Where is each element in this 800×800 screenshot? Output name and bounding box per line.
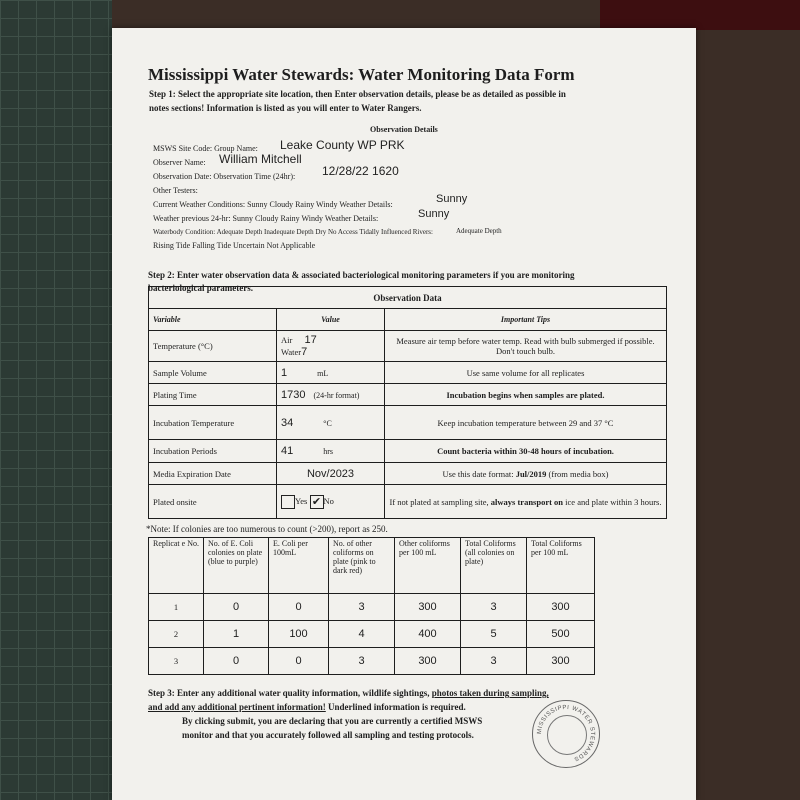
ecoli-colonies-cell[interactable]: 0: [204, 594, 269, 621]
temperature-tip: Measure air temp before water temp. Read with bulb submerged if possible. Don't touch bulb.: [385, 331, 667, 362]
incubation-temperature-label: Incubation Temperature: [149, 406, 277, 440]
header-total-coliforms-per-100ml: Total Coliforms per 100 mL: [527, 538, 595, 594]
air-label: Air: [281, 335, 293, 345]
previous-weather-label: Weather previous 24-hr: Sunny Cloudy Rainy Windy Weather Details:: [153, 214, 379, 223]
sample-volume-label: Sample Volume: [149, 362, 277, 384]
plated-onsite-tip: If not plated at sampling site, always transport on ice and plate within 3 hours.: [385, 485, 667, 519]
other-per-100ml-cell[interactable]: 300: [395, 594, 461, 621]
observation-date-label: Observation Date: Observation Time (24hr):: [153, 172, 296, 181]
replicate-number: 2: [149, 621, 204, 648]
media-expiration-row: [149, 463, 667, 485]
ecoli-per-100ml-cell[interactable]: 0: [269, 594, 329, 621]
total-per-100ml-cell[interactable]: 500: [527, 621, 595, 648]
no-checkbox-checked[interactable]: ✔: [310, 495, 324, 509]
step1-instructions-line1: Step 1: Select the appropriate site location, then Enter observation details, please be as detailed as possible in: [149, 89, 566, 99]
header-other-coliforms-per-100ml: Other coliforms per 100 mL: [395, 538, 461, 594]
incubation-temperature-row: [149, 406, 667, 440]
incubation-temperature-cell[interactable]: [277, 406, 385, 440]
ecoli-colonies-cell[interactable]: 1: [204, 621, 269, 648]
table-row: [149, 621, 595, 648]
plated-onsite-options: [277, 485, 385, 519]
table-row: [149, 594, 595, 621]
header-total-coliforms-colonies: Total Coliforms (all colonies on plate): [461, 538, 527, 594]
background-surface: [600, 0, 800, 30]
incubation-temperature-unit: °C: [323, 418, 332, 428]
other-coliforms-cell[interactable]: 3: [329, 594, 395, 621]
colony-count-table: [148, 537, 595, 675]
msws-seal-logo: [532, 700, 600, 768]
tide-options-label: Rising Tide Falling Tide Uncertain Not Applicable: [153, 241, 316, 250]
media-expiration-label: Media Expiration Date: [149, 463, 277, 485]
temperature-label: Temperature (°C): [149, 331, 277, 362]
column-variable: Variable: [149, 309, 277, 331]
incubation-periods-value: 41: [281, 445, 294, 457]
total-coliforms-cell[interactable]: 3: [461, 648, 527, 675]
incubation-temperature-tip: Keep incubation temperature between 29 and 37 °C: [385, 406, 667, 440]
ecoli-colonies-cell[interactable]: 0: [204, 648, 269, 675]
data-form-sheet: [112, 28, 696, 800]
observation-data-title: Observation Data: [149, 287, 667, 309]
step1-instructions-line2: notes sections! Information is listed as you will enter to Water Rangers.: [149, 103, 422, 113]
current-weather-value: Sunny: [436, 193, 468, 205]
submit-declaration-line1: By clicking submit, you are declaring that you are currently a certified MSWS: [182, 716, 483, 726]
plating-time-value: 1730: [281, 388, 306, 401]
replicate-number: 1: [149, 594, 204, 621]
media-expiration-value: Nov/2023: [306, 467, 355, 480]
observer-name-value: William Mitchell: [219, 152, 302, 166]
media-expiration-cell[interactable]: [277, 463, 385, 485]
other-per-100ml-cell[interactable]: 400: [395, 621, 461, 648]
sample-volume-tip: Use same volume for all replicates: [385, 362, 667, 384]
other-per-100ml-cell[interactable]: 300: [395, 648, 461, 675]
total-coliforms-cell[interactable]: 3: [461, 594, 527, 621]
sample-volume-row: [149, 362, 667, 384]
current-weather-label: Current Weather Conditions: Sunny Cloudy Rainy Windy Weather Details:: [153, 200, 393, 209]
observation-details-heading: Observation Details: [370, 125, 438, 134]
column-important-tips: Important Tips: [385, 309, 667, 331]
no-label: No: [323, 495, 334, 506]
other-coliforms-cell[interactable]: 4: [329, 621, 395, 648]
sample-volume-value: 1: [281, 366, 288, 379]
plating-time-label: Plating Time: [149, 384, 277, 406]
column-value: Value: [277, 309, 385, 331]
incubation-periods-label: Incubation Periods: [149, 440, 277, 463]
total-per-100ml-cell[interactable]: 300: [527, 648, 595, 675]
site-code-label: MSWS Site Code: Group Name:: [153, 144, 258, 153]
sample-volume-cell[interactable]: [277, 362, 385, 384]
step2-instructions-line2: bacteriological parameters.: [148, 283, 253, 293]
previous-weather-value: Sunny: [418, 208, 450, 220]
replicate-number: 3: [149, 648, 204, 675]
header-ecoli-colonies: No. of E. Coli colonies on plate (blue to purple): [204, 538, 269, 594]
plating-time-unit: (24-hr format): [313, 390, 360, 400]
header-other-coliforms-colonies: No. of other coliforms on plate (pink to dark red): [329, 538, 395, 594]
incubation-temperature-value: 34: [281, 416, 294, 429]
ecoli-per-100ml-cell[interactable]: 0: [269, 648, 329, 675]
plated-onsite-label: Plated onsite: [149, 485, 277, 519]
temperature-value-cell[interactable]: [277, 331, 385, 362]
colony-count-note: *Note: If colonies are too numerous to count (>200), report as 250.: [146, 524, 388, 534]
submit-declaration-line2: monitor and that you accurately followed all sampling and testing protocols.: [182, 730, 474, 740]
form-title: Mississippi Water Stewards: Water Monitoring Data Form: [148, 65, 575, 84]
observation-data-table: [148, 286, 667, 519]
incubation-periods-tip: Count bacteria within 30-48 hours of incubation.: [385, 440, 667, 463]
other-coliforms-cell[interactable]: 3: [329, 648, 395, 675]
incubation-periods-row: [149, 440, 667, 463]
temperature-row: [149, 331, 667, 362]
observer-name-label: Observer Name:: [153, 158, 206, 167]
waterbody-condition-value: Adequate Depth: [456, 227, 502, 235]
water-label: Water: [281, 347, 302, 357]
observation-date-value: 12/28/22 1620: [322, 164, 399, 178]
step2-instructions-line1: Step 2: Enter water observation data & associated bacteriological monitoring parameters if you are monitoring: [148, 270, 575, 280]
yes-checkbox[interactable]: [281, 495, 295, 509]
plated-onsite-row: [149, 485, 667, 519]
plating-time-tip: Incubation begins when samples are plated.: [385, 384, 667, 406]
incubation-periods-cell[interactable]: [277, 440, 385, 463]
header-ecoli-per-100ml: E. Coli per 100mL: [269, 538, 329, 594]
ecoli-per-100ml-cell[interactable]: 100: [269, 621, 329, 648]
air-temp-value: 17: [304, 334, 317, 346]
group-name-value: Leake County WP PRK: [280, 138, 405, 152]
step3-instructions-line1: Step 3: Enter any additional water quality information, wildlife sightings, photos taken during sampling,: [148, 688, 549, 698]
header-replicate-no: Replicat e No.: [149, 538, 204, 594]
table-row: [149, 648, 595, 675]
total-coliforms-cell[interactable]: 5: [461, 621, 527, 648]
colony-table-header-row: [149, 538, 595, 594]
seal-text: MISSISSIPPI WATER STEWARDS: [536, 704, 596, 762]
total-per-100ml-cell[interactable]: 300: [527, 594, 595, 621]
incubation-periods-unit: hrs: [323, 447, 334, 456]
media-expiration-tip: Use this date format: Jul/2019 (from media box): [385, 463, 667, 485]
step3-instructions-line2: and add any additional pertinent information! Underlined information is required.: [148, 702, 466, 712]
sample-volume-unit: mL: [317, 368, 329, 378]
yes-label: Yes: [295, 495, 308, 506]
other-testers-label: Other Testers:: [153, 186, 198, 195]
water-temp-value: 7: [301, 346, 308, 358]
plating-time-row: [149, 384, 667, 406]
seal-water-drop-icon: [547, 715, 587, 755]
cutting-mat-background: [0, 0, 112, 800]
waterbody-condition-label: Waterbody Condition: Adequate Depth Inadequate Depth Dry No Access Tidally Influenced Rivers:: [153, 228, 433, 236]
plating-time-cell[interactable]: [277, 384, 385, 406]
